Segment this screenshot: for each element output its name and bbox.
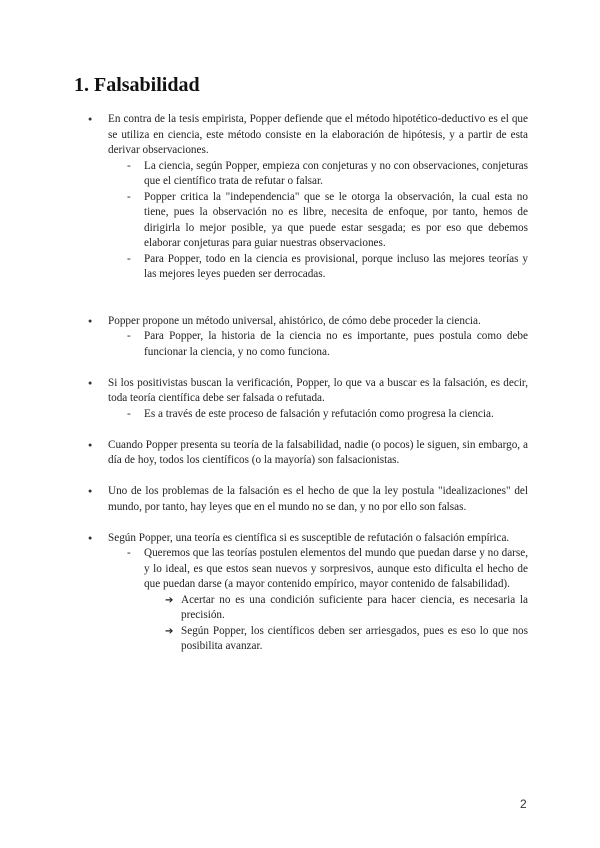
bullet-paragraph: ● Cuando Popper presenta su teoría de la falsabilidad, nadie (o pocos) le siguen, sin embargo, a día de hoy, todos los científicos (o la mayoría) son falsacionistas. <box>108 438 528 469</box>
page-number: 2 <box>520 797 527 811</box>
dash-item: - Para Popper, todo en la ciencia es provisional, porque incluso las mejores teorías y las mejores leyes pueden ser derrocadas. <box>144 252 528 283</box>
bullet-paragraph: ● En contra de la tesis empirista, Popper defiende que el método hipotético-deductivo es el que se utiliza en ciencia, este método consiste en la elaboración de hipótesis, y a partir de esta derivar observaciones. <box>108 112 528 159</box>
section-title: 1. Falsabilidad <box>74 74 200 96</box>
document-body <box>108 112 528 655</box>
arrow-item: ➔ Acertar no es una condición suficiente para hacer ciencia, es necesaria la precisión. <box>181 593 528 624</box>
bullet-paragraph: ● Uno de los problemas de la falsación es el hecho de que la ley postula "idealizaciones" del mundo, por tanto, hay leyes que en el mundo no se dan, y no por ello son falsas. <box>108 484 528 515</box>
dash-item: - Queremos que las teorías postulen elementos del mundo que puedan darse y no darse, y lo ideal, es que estos sean nuevos y sorpresivos, aunque esto dificulta el hecho de que puedan darse (a mayor contenido empírico, mayor contenido de falsabilidad). <box>144 546 528 593</box>
dash-item: - Para Popper, la historia de la ciencia no es importante, pues postula como debe funcionar la ciencia, y no como funciona. <box>144 329 528 360</box>
bullet-paragraph: ● Popper propone un método universal, ahistórico, de cómo debe proceder la ciencia. <box>108 314 528 330</box>
dash-item: - Popper critica la "independencia" que se le otorga la observación, la cual esta no tiene, pues la observación no es libre, necesita de enfoque, por tanto, hemos de dirigirla lo mejor posible, ya que puede estar sesgada; es por eso que debemos elaborar conjeturas para guiar nuestras observaciones. <box>144 190 528 252</box>
dash-item: - Es a través de este proceso de falsación y refutación como progresa la ciencia. <box>144 407 528 423</box>
bullet-paragraph: ● Si los positivistas buscan la verificación, Popper, lo que va a buscar es la falsación, es decir, toda teoría científica debe ser falsada o refutada. <box>108 376 528 407</box>
arrow-item: ➔ Según Popper, los científicos deben ser arriesgados, pues es eso lo que nos posibilita avanzar. <box>181 624 528 655</box>
bullet-paragraph: ● Según Popper, una teoría es científica si es susceptible de refutación o falsación empírica. <box>108 531 528 547</box>
dash-item: - La ciencia, según Popper, empieza con conjeturas y no con observaciones, conjeturas que el científico trata de refutar o falsar. <box>144 159 528 190</box>
